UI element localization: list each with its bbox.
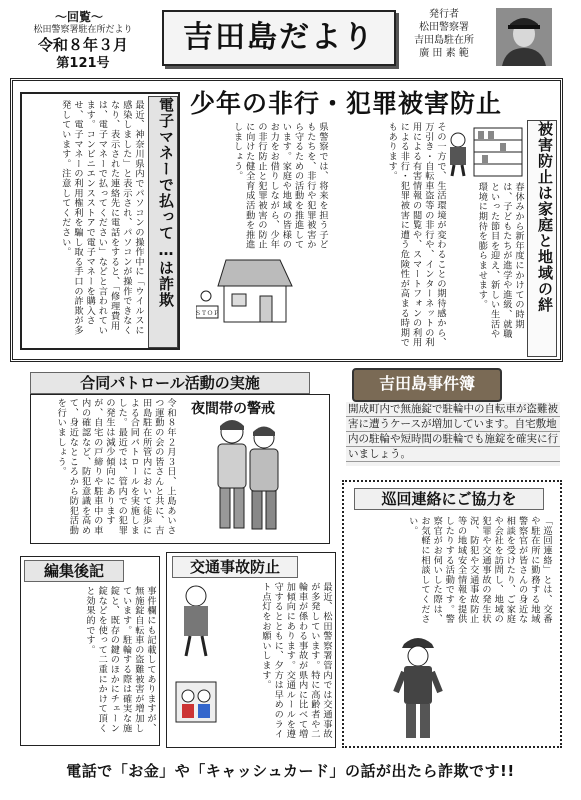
jiken-header-text: 吉田島事件簿 [378, 374, 475, 393]
publisher-label: 発行者 [429, 9, 459, 20]
kyoryoku-text: 「巡回連絡」とは、交番や駐在所に勤務する地域警察官が皆さんの身近な相談を受けたり、ご家庭や会社を訪問し、地域の犯罪や交通事故の発生状況、防犯や交通事故防止等の地域安全情報を提供したりする活動です。警察官がお伺いした際は、お気軽に相談してください。 [406, 516, 552, 624]
stop-sign-text: ＳＴＯＰ [196, 310, 220, 317]
patrol-caption: 夜間帯の警戒 [191, 401, 275, 417]
officer-illustration [390, 632, 446, 742]
publisher-line-1: 松田警察署 [419, 22, 469, 33]
side-title: 被害防止は家庭と地域の絆 [527, 120, 557, 357]
publisher-line-2: 吉田島駐在所 [414, 35, 474, 46]
issue-number: 第121号 [56, 56, 110, 71]
patrol-header-text: 合同パトロール活動の実施 [80, 374, 260, 392]
kotsu-header-text: 交通事故防止 [189, 558, 280, 576]
henshu-header [24, 560, 124, 582]
emoney-title: 電子マネーで払って…は詐欺 [148, 96, 178, 348]
jiken-header [352, 368, 502, 402]
footer-warning: 電話で「お金」や「キャッシュカード」の話が出たら詐欺です!! [66, 762, 515, 780]
newsletter-title-text: 吉田島だより [183, 20, 375, 55]
house-illustration [196, 256, 296, 326]
main-text-2: その一方で、生活環境が変わることの期待感から、万引き・自転車盗等の非行や、インターネットの利用による有害情報の閲覧や、スマートフォンの利用による非行・犯罪被害に遭う危険性が高まる時期でもあります。 [386, 122, 446, 348]
kyoryoku-header [354, 488, 544, 510]
main-text-1: 春休みから新年度にかけての時期は、子どもたちが進学や進級、就職といった節目を迎え、新しい生活や環境に期待を膨らませます。 [476, 182, 524, 339]
masthead [18, 8, 566, 71]
main-text-3: 県警察では、将来を担う子どもたちを、非行や犯罪被害から守るための活動を推進しています。家庭や地域の皆様のお力をお借りしながら、少年の非行防止と犯罪被害の防止に向けた健全育成活動を推進しましょう。 [231, 122, 328, 250]
issue-date: 令和８年３月 [37, 36, 128, 54]
kotsu-text: 最近、松田警察署管内では交通事故が多発しています。特に高齢者や二輪車が係わる事故が県内に比べて増加傾向にあります。交通ルールを遵守するとともに、夕方は早めのライト点灯をお願いします。 [259, 582, 332, 739]
kotsu-header [172, 556, 298, 578]
traffic-illustration [172, 582, 220, 742]
henshu-text: 事件欄にも記載してありますが、無施錠自転車の盗難被害が増加しています。駐輪する際は確実な施錠と、既存の鍵のほかにチェーン錠などを使って二重にかけて頂くと効果的です。 [83, 586, 156, 733]
publisher-line-3: 廣 田 素 範 [419, 48, 469, 59]
jiken-text: 開成町内で無施錠で駐輪中の自転車が盗難被害に遭うケースが増加しています。自宅敷地内の駐輪や短時間の駐輪でも施錠を確実に行いましょう。 [346, 402, 560, 466]
newsletter-title [162, 10, 396, 66]
masthead-subtitle: 松田警察署駐在所だより [33, 25, 133, 35]
main-headline: 少年の非行・犯罪被害防止 [190, 89, 503, 118]
henshu-header-text: 編集後記 [43, 562, 104, 580]
emoney-text: 最近、神奈川県内でパソコンの操作中に「ウイルスに感染しました」と表示され、パソコンが操作できなくなり、表示された連絡先に電話をすると、「修理費用は、電子マネーで払ってください」などと言われています。コンビニエンスストアで電子マネーを購入させ、電子マネーの利用権利を騙し取る手口の詐欺が多発しています。注意してください。 [59, 100, 144, 336]
publisher-block [398, 8, 490, 60]
kyoryoku-header-text: 巡回連絡にご協力を [381, 490, 517, 508]
patrol-header [30, 372, 310, 394]
kairan-label: 〜回覧〜 [54, 10, 103, 24]
patrol-text: 令和８年２月３日、上島あいさつ運動の会の皆さんと共に、吉田島駐在所管内において徒歩による合同パトロールを実施しました。最近では、管内での犯罪の発生は減少傾向にありますが、自宅の戸締りや駐車中の車内の確認など、防犯意識を高めて、身近なところから防犯活動を行いましょう。 [55, 398, 176, 536]
patrol-illustration [204, 416, 288, 538]
officer-photo [496, 8, 552, 66]
shoplifting-illustration [440, 126, 524, 178]
